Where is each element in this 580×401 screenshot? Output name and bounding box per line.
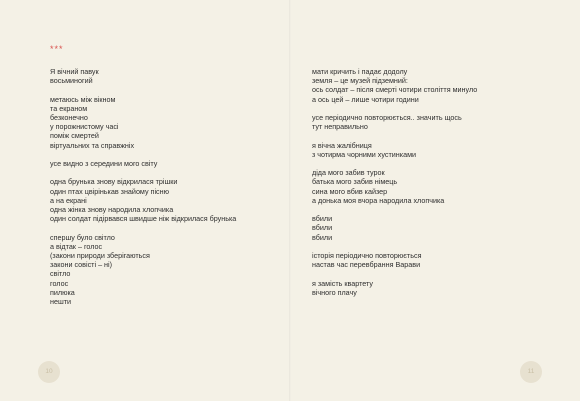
poem-line: пилюка <box>50 287 75 297</box>
poem-line: світло <box>50 269 71 279</box>
poem-line: з чотирма чорними хустинками <box>312 149 417 159</box>
poem-line: вбили <box>312 223 333 233</box>
stanza <box>50 177 280 223</box>
poem-line: один птах цвірінькав знайому пісню <box>50 186 169 196</box>
page-number-left: 10 <box>38 361 60 383</box>
poem-line: а на екрані <box>50 195 87 205</box>
stanza <box>312 113 562 131</box>
poem-line: один солдат підірвався швидше ніж відкрилася брунька <box>50 214 237 224</box>
poem-line: спершу було світло <box>50 232 115 242</box>
poem-line: тут неправильно <box>312 122 368 132</box>
poem-line: діда мого забив турок <box>312 168 385 178</box>
poem-line: вбили <box>312 232 333 242</box>
poem-right <box>312 67 562 306</box>
poem-line: я замість квартету <box>312 278 374 288</box>
ornament-asterisks: *** <box>50 44 64 54</box>
poem-line: віртуальних та справжніх <box>50 140 135 150</box>
poem-line: а ось цей – лише чотири години <box>312 94 419 104</box>
poem-line: восьминогий <box>50 76 93 86</box>
poem-line: усе видно з середини мого світу <box>50 159 158 168</box>
poem-line: та екраном <box>50 103 88 113</box>
poem-line: вбили <box>312 214 333 224</box>
poem-line: мати кричить і падає додолу <box>312 67 408 76</box>
poem-left <box>50 67 280 315</box>
stanza <box>312 279 562 297</box>
stanza <box>50 95 280 150</box>
stanza <box>312 251 562 269</box>
poem-line: ось солдат – після смерті чотири століття минуло <box>312 85 478 95</box>
stanza <box>312 168 562 205</box>
poem-line: вічного плачу <box>312 287 357 297</box>
stanza <box>50 67 280 85</box>
poem-line: земля – це музей підземний: <box>312 76 408 86</box>
poem-line: а донька моя вчора народила хлопчика <box>312 195 445 205</box>
poem-line: поміж смертей <box>50 131 99 141</box>
poem-line: сина мого вбив кайзер <box>312 186 388 196</box>
poem-line: голос <box>50 278 69 288</box>
poem-line: закони совісті – ні) <box>50 260 113 270</box>
poem-line: у порожнистому часі <box>50 122 119 132</box>
stanza <box>50 233 280 307</box>
stanza <box>50 159 280 168</box>
poem-line: нешти <box>50 297 72 307</box>
poem-line: безконечно <box>50 113 88 122</box>
poem-line: метаюсь між вікном <box>50 94 116 104</box>
stanza <box>312 141 562 159</box>
poem-line: я вічна жалібниця <box>312 140 372 150</box>
poem-line: одна брунька знову відкрилася трішки <box>50 177 178 187</box>
poem-line: одна жінка знову народила хлопчика <box>50 205 174 214</box>
right-page <box>290 0 580 401</box>
stanza <box>312 214 562 242</box>
poem-line: батька мого забив німець <box>312 177 398 187</box>
poem-line: настав час перевбрання Варави <box>312 260 421 270</box>
poem-line: усе періодично повторюється.. значить щось <box>312 113 462 122</box>
poem-line: (закони природи зберігаються <box>50 251 150 260</box>
poem-line: історія періодично повторюється <box>312 250 422 260</box>
poem-line: Я вічний павук <box>50 67 99 76</box>
page-number-right: 11 <box>520 361 542 383</box>
stanza <box>312 67 562 104</box>
poem-line: а відтак – голос <box>50 241 103 251</box>
